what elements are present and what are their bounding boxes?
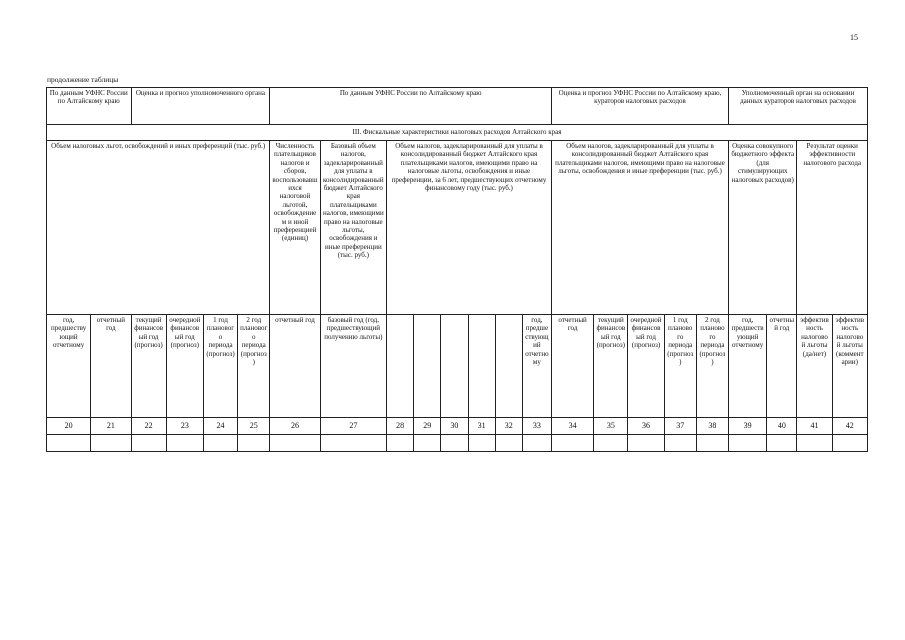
col-header-27: базовый год (год, предшествующий получению льготы) xyxy=(320,315,386,418)
group-six-years-volume: Объем налогов, задекларированный для уплаты в консолидированный бюджет Алтайского края плательщиками налогов, имеющими право на налоговые льготы, освобождения и иные преференции, за 6 лет, предшествующих отчетному финансовому году (тыс. руб.) xyxy=(387,141,552,315)
col-number: 38 xyxy=(696,418,728,435)
empty-cell xyxy=(551,435,593,452)
col-header-28 xyxy=(387,315,414,418)
empty-cell xyxy=(131,435,166,452)
empty-cell xyxy=(91,435,131,452)
empty-cell xyxy=(832,435,867,452)
empty-cell xyxy=(320,435,386,452)
header-ufns-left: По данным УФНС России по Алтайскому краю xyxy=(47,88,132,125)
group-budget-effect: Оценка совокупного бюджетного эффекта (для стимулирующих налоговых расходов) xyxy=(729,141,797,315)
col-header-39: год, предшествующий отчетному xyxy=(729,315,767,418)
col-number: 41 xyxy=(797,418,832,435)
col-number: 29 xyxy=(414,418,441,435)
col-number: 22 xyxy=(131,418,166,435)
col-number: 21 xyxy=(91,418,131,435)
col-header-24: 1 год планового периода (прогноз) xyxy=(203,315,237,418)
col-header-41: эффективность налоговой льготы (да/нет) xyxy=(797,315,832,418)
col-number: 37 xyxy=(664,418,696,435)
col-number: 42 xyxy=(832,418,867,435)
empty-cell xyxy=(203,435,237,452)
col-number: 30 xyxy=(441,418,468,435)
empty-cell xyxy=(594,435,628,452)
col-header-36: очередной финансовый год (прогноз) xyxy=(628,315,664,418)
empty-cell xyxy=(468,435,495,452)
col-number: 33 xyxy=(522,418,551,435)
col-number: 25 xyxy=(238,418,270,435)
col-number: 32 xyxy=(495,418,522,435)
empty-cell xyxy=(495,435,522,452)
col-number: 31 xyxy=(468,418,495,435)
col-number: 24 xyxy=(203,418,237,435)
group-benefits-volume: Объем налоговых льгот, освобождений и иных преференций (тыс. руб.) xyxy=(47,141,270,315)
section-title: III. Фискальные характеристики налоговых расходов Алтайского края xyxy=(47,125,868,141)
empty-cell xyxy=(729,435,767,452)
empty-cell xyxy=(767,435,797,452)
page-number: 15 xyxy=(850,33,858,42)
col-header-42: эффективность налоговой льготы (комментарии) xyxy=(832,315,867,418)
col-header-37: 1 год планового периода (прогноз) xyxy=(664,315,696,418)
empty-cell xyxy=(797,435,832,452)
col-number: 35 xyxy=(594,418,628,435)
header-authorized-curators: Уполномоченный орган на основании данных кураторов налоговых расходов xyxy=(729,88,868,125)
col-header-25: 2 год планового периода (прогноз) xyxy=(238,315,270,418)
col-header-35: текущий финансовый год (прогноз) xyxy=(594,315,628,418)
col-header-23: очередной финансовый год (прогноз) xyxy=(166,315,203,418)
col-header-34: отчетный год xyxy=(551,315,593,418)
header-ufns-curators: Оценка и прогноз УФНС России по Алтайскому краю, кураторов налоговых расходов xyxy=(551,88,728,125)
empty-cell xyxy=(166,435,203,452)
col-header-26: отчетный год xyxy=(270,315,320,418)
col-header-31 xyxy=(468,315,495,418)
empty-cell xyxy=(47,435,91,452)
header-ufns-center: По данным УФНС России по Алтайскому краю xyxy=(270,88,552,125)
empty-cell xyxy=(696,435,728,452)
group-efficiency-result: Результат оценки эффективности налогового расхода xyxy=(797,141,868,315)
col-number: 27 xyxy=(320,418,386,435)
group-base-volume: Базовый объем налогов, задекларированный для уплаты в консолидированный бюджет Алтайского края плательщиками налогов, имеющими право на налоговые льготы, освобождения и иные преференции (тыс. руб.) xyxy=(320,141,386,315)
empty-cell xyxy=(628,435,664,452)
col-number: 26 xyxy=(270,418,320,435)
col-header-22: текущий финансовый год (прогноз) xyxy=(131,315,166,418)
fiscal-table xyxy=(46,87,868,452)
col-header-29 xyxy=(414,315,441,418)
col-number: 34 xyxy=(551,418,593,435)
empty-data-row xyxy=(47,435,868,452)
empty-cell xyxy=(522,435,551,452)
col-number: 40 xyxy=(767,418,797,435)
group-payers-count: Численность плательщиков налогов и сборов, воспользовавшихся налоговой льготой, освобождением и иной преференцией (единиц) xyxy=(270,141,320,315)
empty-cell xyxy=(238,435,270,452)
col-number: 20 xyxy=(47,418,91,435)
col-number: 39 xyxy=(729,418,767,435)
col-number: 23 xyxy=(166,418,203,435)
empty-cell xyxy=(441,435,468,452)
col-number: 36 xyxy=(628,418,664,435)
col-header-32 xyxy=(495,315,522,418)
col-number: 28 xyxy=(387,418,414,435)
continuation-label: продолжение таблицы xyxy=(47,75,119,84)
empty-cell xyxy=(664,435,696,452)
header-authorized-forecast: Оценка и прогноз уполномоченного органа xyxy=(131,88,270,125)
empty-cell xyxy=(270,435,320,452)
col-header-38: 2 год планового периода (прогноз) xyxy=(696,315,728,418)
col-header-40: отчетный год xyxy=(767,315,797,418)
col-header-33: год, предшествующий отчетному xyxy=(522,315,551,418)
col-header-20: год, предшествующий отчетному xyxy=(47,315,91,418)
empty-cell xyxy=(387,435,414,452)
col-header-21: отчетный год xyxy=(91,315,131,418)
col-header-30 xyxy=(441,315,468,418)
empty-cell xyxy=(414,435,441,452)
group-declared-volume: Объем налогов, задекларированный для уплаты в консолидированный бюджет Алтайского края плательщиками налогов, имеющими право на налоговые льготы, освобождения и иные преференции (тыс. руб.) xyxy=(551,141,728,315)
